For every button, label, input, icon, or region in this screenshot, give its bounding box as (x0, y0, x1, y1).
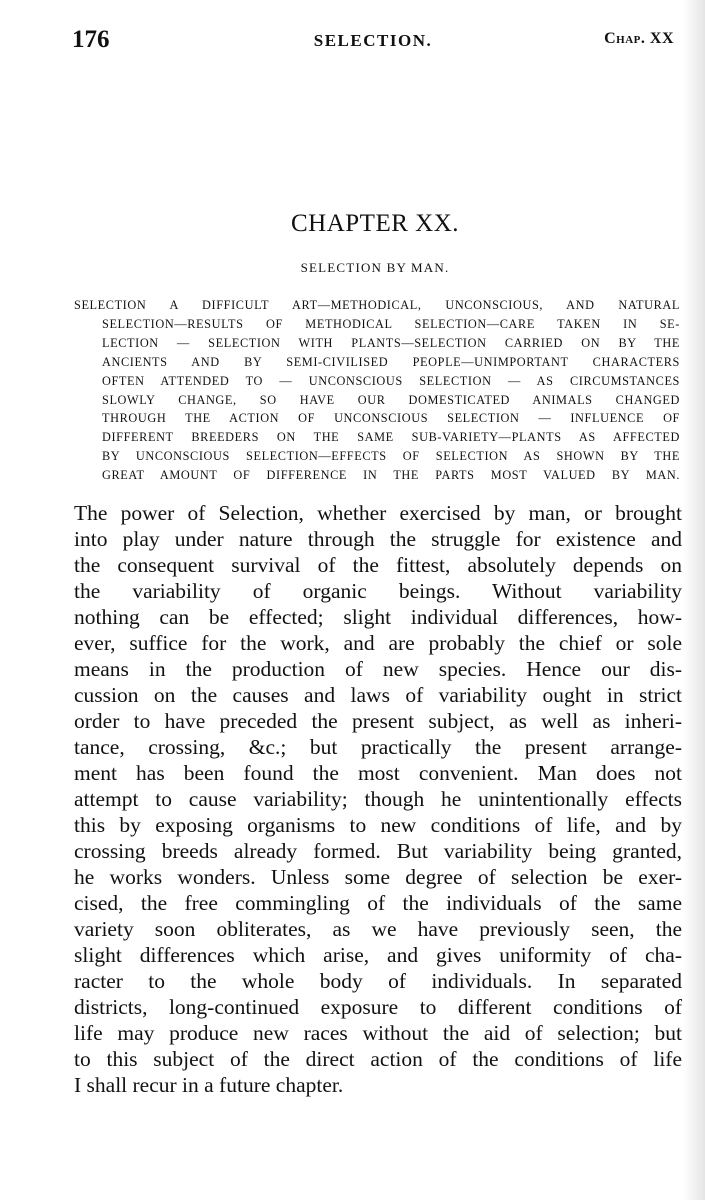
text-line: The power of Selection, whether exercised by man, or brought (74, 501, 682, 525)
page-number: 176 (72, 26, 110, 53)
text-line: I shall recur in a future chapter. (74, 1073, 344, 1097)
chapter-subtitle: SELECTION BY MAN. (300, 260, 450, 275)
running-chapter: Chap. XX (604, 30, 674, 47)
text-line: order to have preceded the present subject, as well as inheri- (74, 709, 682, 733)
synopsis-line: SELECTION—RESULTS OF METHODICAL SELECTION—CARE TAKEN IN SE- (102, 316, 680, 331)
text-line: into play under nature through the struggle for existence and (74, 527, 682, 551)
text-line: crossing breeds already formed. But variability being granted, (74, 839, 682, 863)
text-line: ment has been found the most convenient. Man does not (74, 761, 682, 785)
text-line: the consequent survival of the fittest, absolutely depends on (74, 553, 682, 577)
body-paragraph (74, 500, 682, 1098)
page-edge-shadow (683, 0, 705, 1200)
text-line: districts, long-continued exposure to different conditions of (74, 995, 682, 1019)
running-head (72, 26, 674, 58)
chapter-title: CHAPTER XX. (290, 210, 459, 237)
synopsis-line: OFTEN ATTENDED TO — UNCONSCIOUS SELECTION — AS CIRCUMSTANCES (102, 373, 680, 388)
text-line: he works wonders. Unless some degree of selection be exer- (74, 865, 682, 889)
text-line: to this subject of the direct action of the conditions of life (74, 1047, 682, 1071)
text-line: ever, suffice for the work, and are probably the chief or sole (74, 631, 682, 655)
synopsis-line: SLOWLY CHANGE, SO HAVE OUR DOMESTICATED ANIMALS CHANGED (102, 392, 680, 407)
text-line: racter to the whole body of individuals. In separated (74, 969, 682, 993)
text-line: attempt to cause variability; though he unintentionally effects (74, 787, 682, 811)
text-line: means in the production of new species. Hence our dis- (74, 657, 682, 681)
text-line: cussion on the causes and laws of variability ought in strict (74, 683, 682, 707)
running-title: SELECTION. (313, 31, 433, 50)
text-line: cised, the free commingling of the individuals of the same (74, 891, 682, 915)
text-line: this by exposing organisms to new conditions of life, and by (74, 813, 682, 837)
text-line: slight differences which arise, and gives uniformity of cha- (74, 943, 682, 967)
synopsis-line: THROUGH THE ACTION OF UNCONSCIOUS SELECTION — INFLUENCE OF (102, 411, 680, 426)
synopsis-line: ANCIENTS AND BY SEMI-CIVILISED PEOPLE—UNIMPORTANT CHARACTERS (102, 354, 680, 369)
synopsis-line: DIFFERENT BREEDERS ON THE SAME SUB-VARIETY—PLANTS AS AFFECTED (102, 430, 680, 445)
synopsis-line: SELECTION A DIFFICULT ART—METHODICAL, UNCONSCIOUS, AND NATURAL (74, 298, 680, 312)
text-line: nothing can be effected; slight individual differences, how- (74, 605, 682, 629)
synopsis-line: BY UNCONSCIOUS SELECTION—EFFECTS OF SELECTION AS SHOWN BY THE (102, 449, 680, 464)
text-line: variety soon obliterates, as we have previously seen, the (74, 917, 682, 941)
synopsis-line: LECTION — SELECTION WITH PLANTS—SELECTION CARRIED ON BY THE (102, 335, 680, 350)
text-line: tance, crossing, &c.; but practically the present arrange- (74, 735, 682, 759)
synopsis-line: GREAT AMOUNT OF DIFFERENCE IN THE PARTS MOST VALUED BY MAN. (102, 468, 680, 483)
chapter-synopsis (74, 296, 680, 485)
text-line: the variability of organic beings. Without variability (74, 579, 682, 603)
text-line: life may produce new races without the aid of selection; but (74, 1021, 682, 1045)
